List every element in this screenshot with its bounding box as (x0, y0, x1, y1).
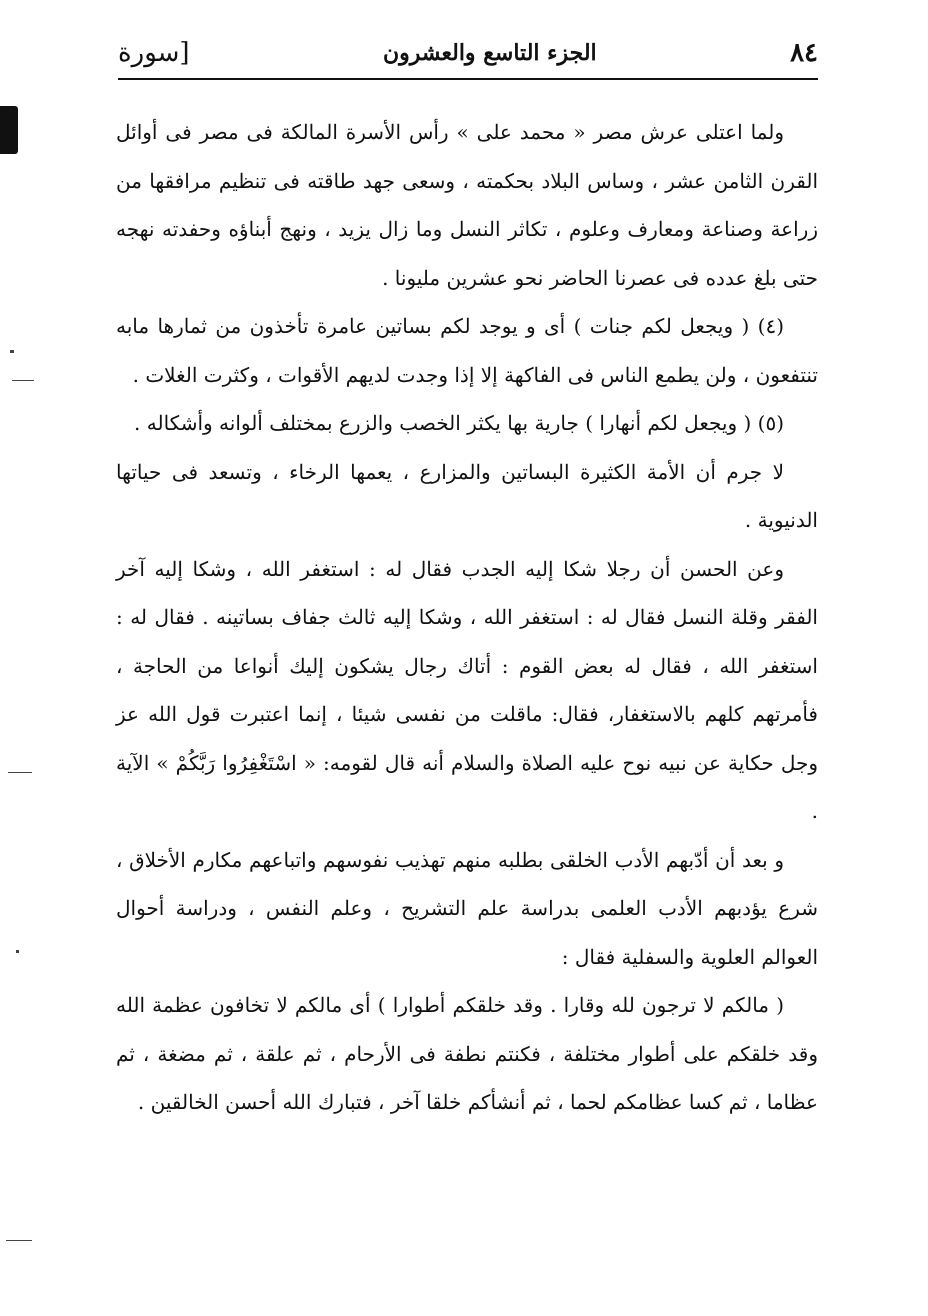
scan-speck (12, 380, 34, 381)
body-text (116, 108, 818, 1127)
paragraph: (٥) ( ويجعل لكم أنهارا ) جارية بها يكثر الخصب والزرع بمختلف ألوانه وأشكاله . (134, 411, 784, 435)
running-title: الجزء التاسع والعشرون (382, 40, 597, 66)
paragraph: وعن الحسن أن رجلا شكا إليه الجدب فقال له : استغفر الله ، وشكا إليه آخر الفقر وقلة النسل فقال له : استغفر الله ، وشكا إليه ثالث جفاف بساتينه . فقال له : استغفر الله ، فقال له بعض القوم : أتاك رجال يشكون إليك أنواعا من الحاجة ، فأمرتهم كلهم بالاستغفار، فقال: ماقلت من نفسى شيئا ، إنما اعتبرت قول الله عز وجل حكاية عن نبيه نوح عليه الصلاة والسلام أنه قال لقومه: « اسْتَغْفِرُوا رَبَّكُمْ » الآية . (116, 556, 819, 823)
paragraph: لا جرم أن الأمة الكثيرة البساتين والمزارع ، يعمها الرخاء ، وتسعد فى حياتها الدنيوية . (116, 459, 818, 532)
scan-speck (16, 950, 19, 953)
scan-margin-mark (0, 106, 18, 154)
scan-speck (6, 1240, 32, 1241)
scan-speck (10, 350, 14, 353)
paragraph: ( مالكم لا ترجون لله وقارا . وقد خلقكم أطوارا ) أى مالكم لا تخافون عظمة الله وقد خلقكم على أطوار مختلفة ، فكنتم نطفة فى الأرحام ، ثم علقة ، ثم مضغة ، ثم عظاما ، ثم كسا عظامكم لحما ، ثم أنشأكم خلقا آخر ، فتبارك الله أحسن الخالقين . (116, 993, 818, 1114)
paragraph: (٤) ( ويجعل لكم جنات ) أى و يوجد لكم بساتين عامرة تأخذون من ثمارها مابه تنتفعون ، ولن يطمع الناس فى الفاكهة إلا إذا وجدت لديهم الأقوات ، وكثرت الغلات . (116, 314, 818, 387)
page-number: ٨٤ (790, 38, 818, 68)
scan-speck (8, 772, 32, 773)
surah-label: [سورة (118, 38, 190, 68)
paragraph: ولما اعتلى عرش مصر « محمد على » رأس الأسرة المالكة فى مصر فى أوائل القرن الثامن عشر ، وساس البلاد بحكمته ، وسعى جهد طاقته فى تنظيم مرافقها من زراعة وصناعة ومعارف وعلوم ، تكاثر النسل وما زال يزيد ، ونهج أبناؤه وحفدته نهجه حتى بلغ عدده فى عصرنا الحاضر نحو عشرين مليونا . (116, 120, 818, 290)
paragraph: و بعد أن أدّبهم الأدب الخلقى بطلبه منهم تهذيب نفوسهم واتباعهم مكارم الأخلاق ، شرع يؤدبهم الأدب العلمى بدراسة علم التشريح ، وعلم النفس ، ودراسة أحوال العوالم العلوية والسفلية فقال : (116, 847, 818, 969)
page-header (118, 28, 818, 80)
